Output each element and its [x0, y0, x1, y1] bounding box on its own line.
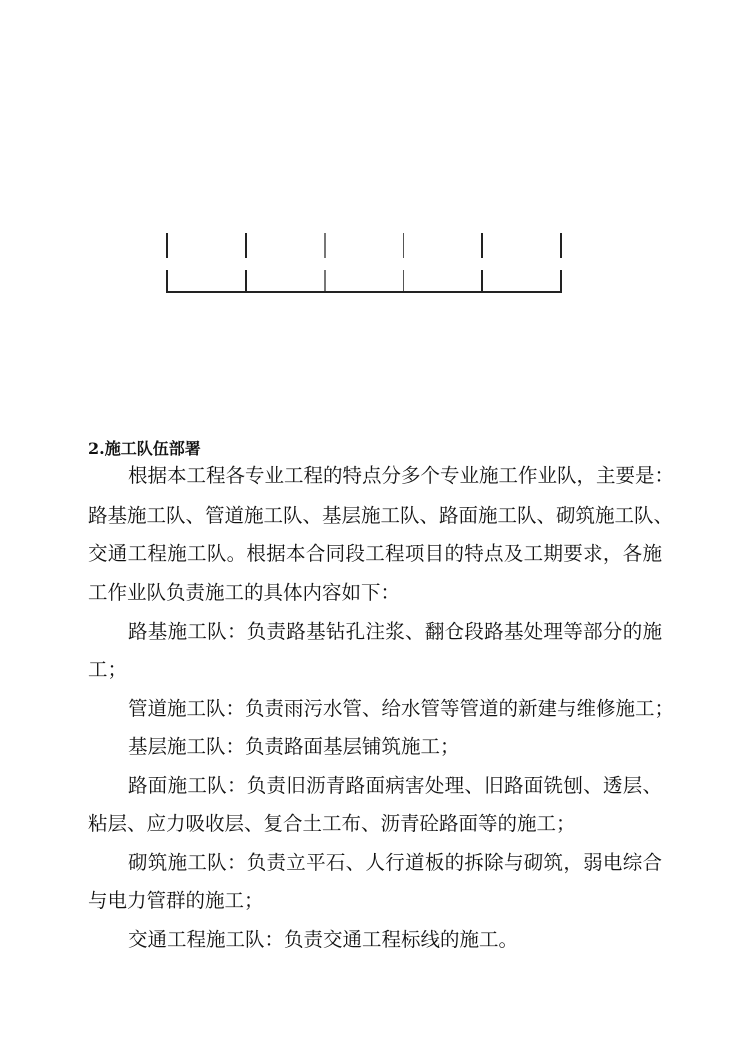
table-border: [403, 270, 404, 293]
text-line: 与电力管群的施工；: [88, 889, 264, 912]
table-border: [481, 270, 483, 293]
text-line: 路基施工队：负责路基钻孔注浆、翻仓段路基处理等部分的施: [128, 620, 662, 643]
table-border: [481, 233, 483, 258]
text-line: 管道施工队：负责雨污水管、给水管等管道的新建与维修施工；: [128, 697, 675, 720]
table-border: [245, 233, 247, 258]
table-border: [403, 233, 404, 258]
section-heading: 2.施工队伍部署: [88, 439, 201, 458]
text-line: 路基施工队、管道施工队、基层施工队、路面施工队、砌筑施工队、: [88, 504, 674, 527]
table-border: [245, 270, 247, 293]
text-line: 交通工程施工队：负责交通工程标线的施工。: [128, 928, 519, 951]
text-line: 根据本工程各专业工程的特点分多个专业施工作业队，主要是：: [128, 464, 675, 487]
table-bottom-border: [166, 291, 562, 293]
table-border: [324, 270, 326, 293]
table-border: [166, 233, 168, 258]
table-border: [166, 270, 168, 293]
table-border: [560, 270, 562, 293]
text-line: 路面施工队：负责旧沥青路面病害处理、旧路面铣刨、透层、: [128, 774, 662, 797]
text-line: 砌筑施工队：负责立平石、人行道板的拆除与砌筑，弱电综合: [128, 851, 662, 874]
text-line: 工作业队负责施工的具体内容如下：: [88, 581, 401, 604]
table-border: [324, 233, 326, 258]
text-line: 基层施工队：负责路面基层铺筑施工；: [128, 735, 460, 758]
table-border: [560, 233, 562, 258]
text-line: 工；: [88, 658, 128, 681]
text-line: 交通工程施工队。根据本合同段工程项目的特点及工期要求，各施: [88, 542, 662, 565]
text-line: 粘层、应力吸收层、复合土工布、沥青砼路面等的施工；: [88, 812, 576, 835]
